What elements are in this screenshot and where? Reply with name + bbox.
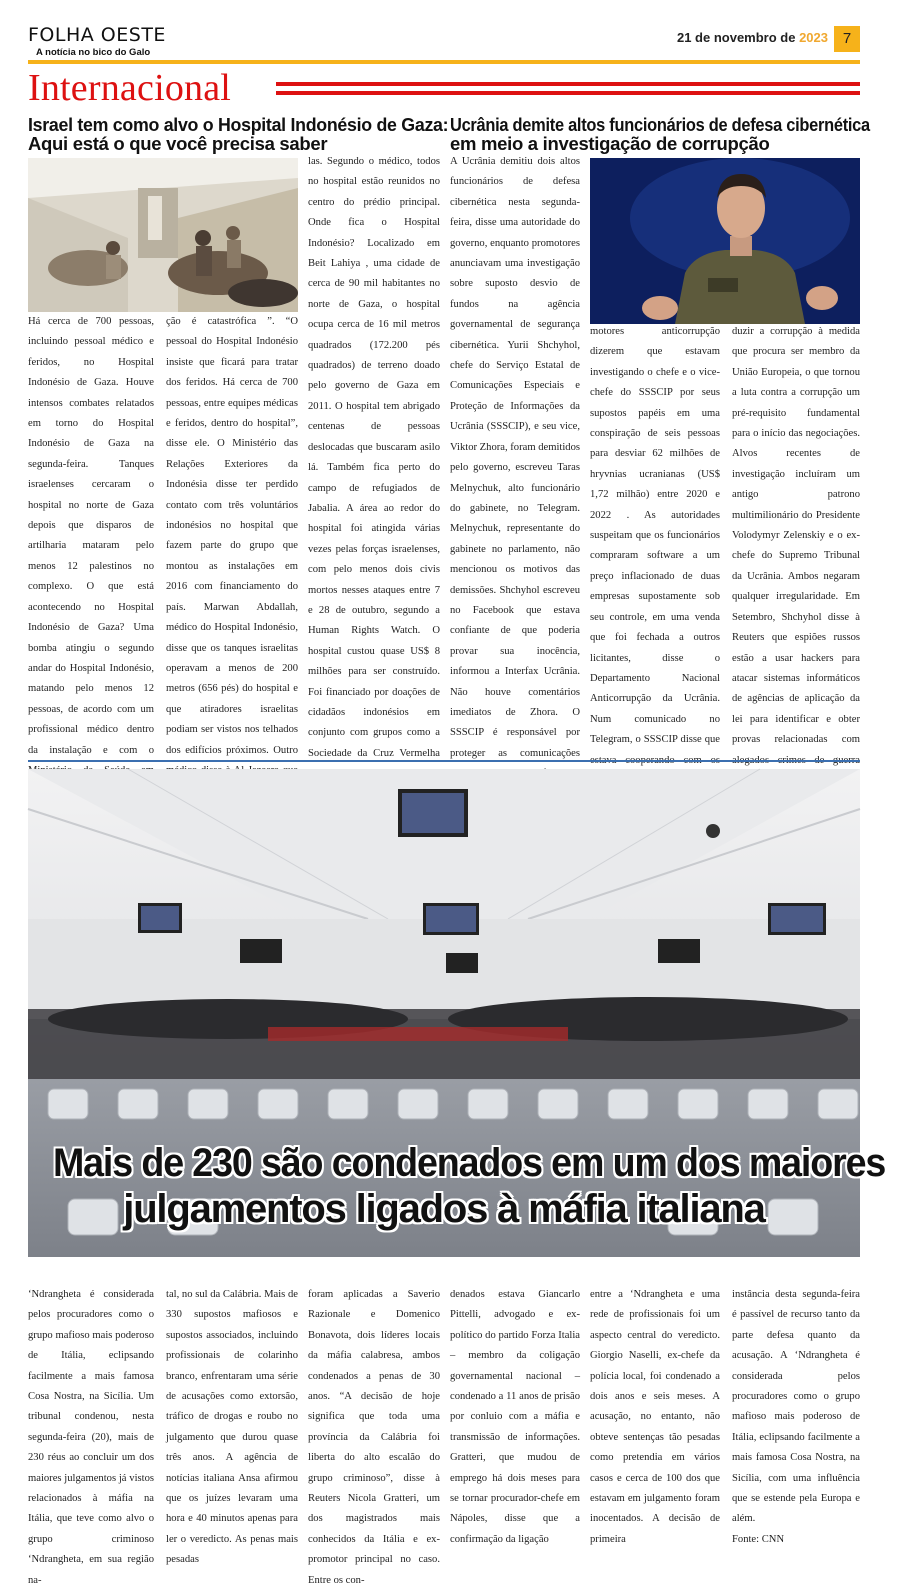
ukraine-headline-line2: em meio a investigação de corrupção — [450, 133, 770, 154]
mafia-col-6 — [732, 1285, 860, 1545]
mafia-col-1: ‘Ndrangheta é considerada pelos procuradores como o grupo mafioso mais poderoso de Itália, eclipsando facilmente a mais famosa Cosa Nostra, na Sicília. Um tribunal condenou, nesta segunda-feira (20), mais de 230 réus ao concluir um dos maiores julgamentos já vistos relacionados à máfia na Itália, que teve como alvo o grupo criminoso ‘Ndrangheta, em sua região na- — [28, 1289, 154, 1586]
mafia-col-5: entre a ‘Ndrangheta e uma rede de profissionais foi um aspecto central do veredicto. Giorgio Naselli, ex-chefe da polícia local, foi condenado a dois anos e seis meses. A acusação, no entanto, não obteve sentenças tão pesadas como pretendia em vários casos e cerca de 100 dos que estavam em julgamento foram inocentados. A decisão de primeira — [590, 1289, 720, 1545]
section-title: Internacional — [28, 67, 232, 109]
mafia-col-4: denados estava Giancarlo Pittelli, advogado e ex-político do partido Forza Italia – membro da coligação governamental nacional – condenado a 11 anos de prisão por conluio com a máfia e transmissão de informações. Gratteri, que mudou de emprego há dois meses para se tornar procurador-chefe em Nápoles, disse que a confirmação da ligação — [450, 1289, 580, 1545]
mafia-source: Fonte: CNN — [732, 1533, 785, 1545]
mafia-headline — [28, 1140, 886, 1232]
gaza-col-2: ção é catastrófica ”. “O pessoal do Hospital Indonésio insiste que ficará para tratar dos feridos. Há cerca de 700 pessoas, entre equipes médicas e feridos, dentro do hospital”, disse ele. O Ministério das Relações Exteriores da Indonésia disse ter perdido contato com três voluntários indonésios no hospital que fazem parte do grupo que montou as instalações em 2016 com financiamento do país. Marwan Abdallah, médico do Hospital Indonésio, disse que os tanques israelitas operavam a menos de 200 metros (656 pés) do hospital e que atiradores israelitas podiam ser vistos nos telhados dos edifícios próximos. Outro — [166, 316, 298, 756]
masthead — [28, 24, 860, 64]
section-rules — [276, 82, 860, 104]
ukraine-headline — [450, 115, 870, 153]
mafia-headline-line1: Mais de 230 são condenados em um dos maiores — [52, 1141, 886, 1185]
ukraine-col-2: motores anticorrupção dizerem que estavam investigando o chefe e o vice-chefe do SSSCIP por seus supostos papéis em uma conspiração de seis pessoas para desviar 62 milhões de hryvnias ucranianas (US$ 1,72 milhão) entre 2020 e 2022 . As autoridades suspeitam que os funcionários compraram software a um preço inflacionado de duas empresas supostamente sob seu controle, em uma venda que foi fechada a outros licitantes, disse o Departamento Nacional Anticorrupção da Ucrânia. Num comunicado no Telegram, o SSSCIP disse que — [590, 326, 720, 746]
ukraine-col-3 — [732, 322, 860, 757]
ukraine-headline-line1: Ucrânia demite altos funcionários de defesa cibernética — [450, 114, 870, 135]
tagline: A notícia no bico do Galo — [36, 47, 151, 58]
gaza-headline — [28, 115, 448, 153]
issue-date-prefix: 21 de novembro de — [676, 30, 800, 45]
ukraine-col-1: A Ucrânia demitiu dois altos funcionários de defesa cibernética nesta segunda-feira, disse uma autoridade do governo, enquanto promotores anunciavam uma investigação sobre suposto desvio de fundos na agência governamental de segurança cibernética. Yurii Shchyhol, chefe do Serviço Estatal de Comunicações Especiais e Proteção de Informações da Ucrânia (SSSCIP), e seu vice, Viktor Zhora, foram demitidos pelo governo, escreveu Taras Melnychuk, alto funcionário do gabinete, no Telegram. Melnychuk, representante do gabinete no parlamento, não mencionou os motivos das demissões. Shchyhol escreveu no Facebook que estava confiante de que poderia provar sua inocência, informou a Interfax Ucrânia. Não houve comentários imediatos de Zhora. O SSSCIP é responsável por proteger as comunicações — [450, 156, 580, 759]
gaza-col-3-text: las. Segundo o médico, todos no hospital estão reunidos no centro do prédio principal. Onde fica o Hospital Indonésio? Localizado em Beit Lahiya , uma cidade de cerca de 90 mil habitantes no norte de Gaza, o hospital ocupa cerca de 16 mil metros quadrados (172.200 pés quadrados) de terreno doado pelo governo de Gaza em 2011. O hospital tem abrigado centenas de pessoas deslocadas que buscaram asilo lá. Também fica perto do campo de refugiados de Jabalia. A área ao redor do hospital foi atingida várias vezes pelas forças israelenses, com pelo menos dois civis mortos nesses ataques entre 7 e 28 de outubro, segundo a Human Rights Watch. O hospital custou quase US$ 8 milhões para ser construído. Foi financiado por doações de cidadãos indonésios em conjunto com grupos como a Sociedade da Cruz Vermelha — [308, 156, 440, 759]
gaza-headline-line1: Israel tem como alvo o Hospital Indonésio de Gaza: — [28, 114, 449, 135]
gaza-hospital-photo — [28, 158, 298, 312]
mafia-col-6-text: instância desta segunda-feira é passível de recurso tanto da parte defesa quanto da acusação. A ‘Ndrangheta é considerada pelos procuradores como o grupo mafioso mais poderoso de Itália, eclipsando facilmente a mais famosa Cosa Nostra, na Sicília, com uma influência que se estende pela Europa e além. — [732, 1289, 860, 1525]
issue-date-year: 2023 — [799, 30, 828, 45]
mafia-col-2: tal, no sul da Calábria. Mais de 330 supostos mafiosos e supostos associados, incluindo profissionais de colarinho branco, enfrentaram uma série de acusações como extorsão, tráfico de drogas e roubo no julgamento que durou quase três anos. A agência de notícias italiana Ansa afirmou que os juízes levaram uma hora e 40 minutos apenas para ler o veredicto. As penas mais pesadas — [166, 1289, 298, 1566]
gaza-col-1: Há cerca de 700 pessoas, incluindo pessoal médico e feridos, no Hospital Indonésio de Gaza. Houve intensos combates relatados em torno do Hospital Indonésio de Gaza na segunda-feira. Tanques israelenses cercaram o hospital no norte de Gaza depois que disparos de artilharia mataram pelo menos 12 palestinos no complexo. O que está acontecendo no Hospital Indonésio de Gaza? Uma bomba atingiu o segundo andar do Hospital Indonésio, matando pelo menos 12 pessoas, de acordo com um profissional médico dentro da instalação e com o — [28, 316, 154, 756]
page-number: 7 — [834, 26, 860, 52]
ukraine-official-photo — [590, 158, 860, 324]
mafia-headline-line2: julgamentos ligados à máfia italiana — [123, 1187, 765, 1231]
paper-name: FOLHA OESTE — [28, 24, 166, 46]
gaza-headline-line2: Aqui está o que você precisa saber — [28, 133, 328, 154]
mafia-col-3: foram aplicadas a Saverio Razionale e Domenico Bonavota, dois líderes locais da máfia calabresa, ambos condenados a penas de 30 anos. “A decisão de hoje significa que toda uma província da Calábria foi liberta do alto escalão do grupo criminoso”, disse à Reuters Nicola Gratteri, um dos magistrados mais conhecidos da Itália e ex-promotor principal no caso. Entre os con- — [308, 1289, 440, 1586]
ukraine-col-3-text: duzir a corrupção à medida que procura ser membro da União Europeia, o que tornou a luta contra a corrupção um pré-requisito fundamental para o início das negociações. Alvos recentes de investigação incluíram um antigo patrono multimilionário do Presidente Volodymyr Zelenskiy e o ex-chefe do Supremo Tribunal da Ucrânia. Ambos negaram qualquer irregularidade. Em Setembro, Shchyhol disse à Reuters que espiões russos estão a usar hackers para atacar sistemas informáticos de agências de aplicação da lei para identificar e obter provas relacionadas com — [732, 326, 860, 746]
gaza-col-3 — [308, 152, 440, 757]
issue-date — [677, 30, 828, 45]
section-divider — [28, 760, 860, 762]
